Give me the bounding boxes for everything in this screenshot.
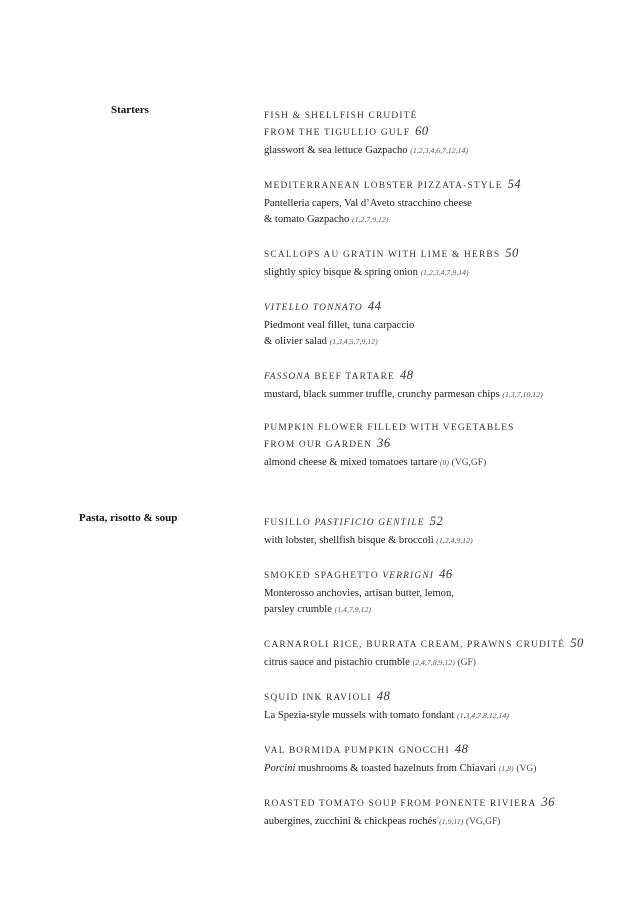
- item-price: 50: [505, 246, 519, 260]
- menu-item: [264, 299, 624, 350]
- item-description: slightly spicy bisque & spring onion (1,2,3,4,7,9,14): [264, 267, 469, 278]
- item-name: CARNAROLI RICE, BURRATA CREAM, PRAWNS CRUDITÉ 50: [264, 636, 584, 650]
- menu-item: [264, 246, 624, 281]
- item-price: 54: [507, 177, 522, 191]
- dietary-tag: (GF): [457, 658, 476, 668]
- item-description: Porcini mushrooms & toasted hazelnuts from Chiavari (1,8) (VG): [264, 763, 537, 774]
- menu-item: [264, 689, 624, 724]
- menu-item: [264, 368, 624, 403]
- dietary-tag: (VG,GF): [465, 817, 501, 827]
- section-title-starters: Starters: [111, 104, 149, 116]
- item-allergens: (1,2,3,4,7,9,14): [420, 268, 469, 277]
- menu-item: [264, 514, 624, 549]
- item-name: SQUID INK RAVIOLI 48: [264, 689, 391, 703]
- item-name: VITELLO TONNATO 44: [264, 299, 382, 313]
- item-name: MEDITERRANEAN LOBSTER PIZZATA-STYLE 54: [264, 177, 522, 191]
- item-allergens: (1,2,4,9,12): [436, 536, 473, 545]
- menu-item: [264, 177, 624, 228]
- item-allergens: (1,3,4,7,8,12,14): [457, 711, 509, 720]
- item-allergens: (1,3,4,5,7,9,12): [329, 337, 378, 346]
- item-description: mustard, black summer truffle, crunchy parmesan chips (1,3,7,10,12): [264, 389, 543, 400]
- item-price: 60: [415, 124, 429, 138]
- item-description: Piedmont veal fillet, tuna carpaccio & olivier salad (1,3,4,5,7,9,12): [264, 320, 415, 347]
- pasta-list: [264, 514, 624, 830]
- item-description: La Spezia-style mussels with tomato fondant (1,3,4,7,8,12,14): [264, 710, 509, 721]
- item-allergens: (1,2,3,4,6,7,12,14): [410, 146, 469, 155]
- item-allergens: (8): [439, 458, 450, 467]
- item-allergens: (1,4,7,9,12): [334, 605, 371, 614]
- menu-item: [264, 795, 624, 830]
- item-allergens: (1,9,11): [439, 817, 464, 826]
- menu-item: [264, 421, 624, 471]
- item-description: glasswort & sea lettuce Gazpacho (1,2,3,4,6,7,12,14): [264, 145, 469, 156]
- item-description: almond cheese & mixed tomatoes tartare (8) (VG,GF): [264, 457, 487, 468]
- starters-list: [264, 109, 624, 471]
- item-price: 48: [454, 742, 469, 756]
- item-description: Pantelleria capers, Val d’Aveto stracchino cheese & tomato Gazpacho (1,2,7,9,12): [264, 198, 472, 225]
- menu-item: [264, 109, 624, 159]
- item-price: 36: [377, 436, 391, 450]
- item-allergens: (1,8): [498, 764, 514, 773]
- item-name: PUMPKIN FLOWER FILLED WITH VEGETABLES FROM OUR GARDEN 36: [264, 423, 515, 450]
- item-price: 52: [429, 514, 444, 528]
- item-allergens: (1,2,7,9,12): [351, 215, 389, 224]
- item-price: 46: [439, 567, 453, 581]
- menu-item: [264, 567, 624, 618]
- item-name: ROASTED TOMATO SOUP FROM PONENTE RIVIERA 36: [264, 795, 555, 809]
- dietary-tag: (VG): [516, 764, 537, 774]
- menu-item: [264, 742, 624, 777]
- item-name: VAL BORMIDA PUMPKIN GNOCCHI 48: [264, 742, 469, 756]
- item-description: with lobster, shellfish bisque & broccoli (1,2,4,9,12): [264, 535, 473, 546]
- item-name: FISH & SHELLFISH CRUDITÉ FROM THE TIGULLIO GULF 60: [264, 111, 429, 138]
- item-allergens: (1,3,7,10,12): [502, 390, 543, 399]
- item-price: 36: [541, 795, 555, 809]
- menu-item: [264, 636, 624, 671]
- item-name: FUSILLO PASTIFICIO GENTILE 52: [264, 514, 444, 528]
- item-name: SMOKED SPAGHETTO VERRIGNI 46: [264, 567, 453, 581]
- item-name: FASSONA BEEF TARTARE 48: [264, 368, 414, 382]
- item-description: aubergines, zucchini & chickpeas rochés (1,9,11) (VG,GF): [264, 816, 501, 827]
- item-description: citrus sauce and pistachio crumble (2,4,7,8,9,12) (GF): [264, 657, 476, 668]
- dietary-tag: (VG,GF): [451, 458, 487, 468]
- item-price: 48: [399, 368, 414, 382]
- item-description: Monterosso anchovies, artisan butter, lemon, parsley crumble (1,4,7,9,12): [264, 588, 454, 615]
- section-title-pasta-risotto-soup: Pasta, risotto & soup: [79, 512, 178, 524]
- item-price: 48: [376, 689, 391, 703]
- item-price: 50: [570, 636, 584, 650]
- item-allergens: (2,4,7,8,9,12): [412, 658, 455, 667]
- item-price: 44: [367, 299, 382, 313]
- item-name: SCALLOPS AU GRATIN WITH LIME & HERBS 50: [264, 246, 519, 260]
